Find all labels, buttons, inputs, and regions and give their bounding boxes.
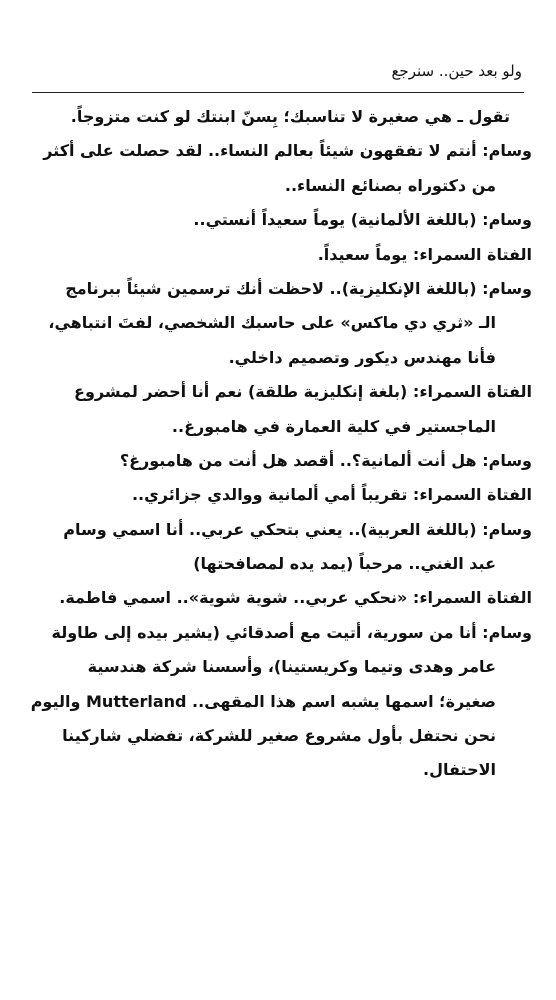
text-line: وسام: (باللغة الإنكليزية).. لاحظت أنك ترسمين شيئاً ببرنامج — [65, 278, 532, 298]
text-line: الـ «ثري دي ماكس» على حاسبك الشخصي، لفتَ انتباهي، — [48, 313, 496, 333]
running-header: ولو بعد حين.. سنرجع — [391, 62, 522, 80]
text-line: وسام: أنا من سورية، أتيت مع أصدقائي (يشير بيده إلى طاولة — [51, 622, 532, 642]
text-line: الفتاة السمراء: «نحكي عربي.. شوية شوية».. اسمي فاطمة. — [59, 588, 532, 608]
text-line: عبد الغني.. مرحباً (يمد يده لمصافحتها) — [193, 554, 496, 574]
text-line: الفتاة السمراء: يوماً سعيداً. — [317, 244, 532, 264]
text-line: الفتاة السمراء: (بلغة إنكليزية طلقة) نعم أنا أحضر لمشروع — [74, 382, 532, 402]
text-line: الاحتفال. — [423, 760, 496, 780]
text-line: وسام: هل أنت ألمانية؟.. أقصد هل أنت من هامبورغ؟ — [119, 450, 532, 470]
text-line: وسام: (باللغة الألمانية) يوماً سعيداً أنستي.. — [193, 210, 532, 230]
text-line: من دكتوراه بصنائع النساء.. — [284, 175, 496, 195]
text-line: الماجستير في كلية العمارة في هامبورغ.. — [171, 416, 496, 436]
text-line: الفتاة السمراء: تقريباً أمي ألمانية ووالدي جزائري.. — [131, 485, 532, 505]
header-rule — [32, 92, 524, 93]
text-line: نحن نحتفل بأول مشروع صغير للشركة، تفضلي شاركينا — [62, 726, 496, 746]
text-line: فأنا مهندس ديكور وتصميم داخلي. — [228, 347, 496, 367]
text-line: عامر وهدى وتيما وكريستينا)، وأسسنا شركة هندسية — [87, 657, 496, 677]
text-line: صغيرة؛ اسمها يشبه اسم هذا المقهى.. Mutterland واليوم — [30, 691, 496, 711]
text-line: وسام: (باللغة العربية).. يعني بتحكي عربي.. أنا اسمي وسام — [63, 519, 532, 539]
text-line: تقول ـ هي صغيرة لا تناسبك؛ بِسنّ ابنتك لو كنت متزوجاً. — [70, 107, 510, 126]
text-line: وسام: أنتم لا تفقهون شيئاً بعالم النساء.. لقد حصلت على أكثر — [43, 141, 532, 161]
body-text — [18, 100, 532, 788]
